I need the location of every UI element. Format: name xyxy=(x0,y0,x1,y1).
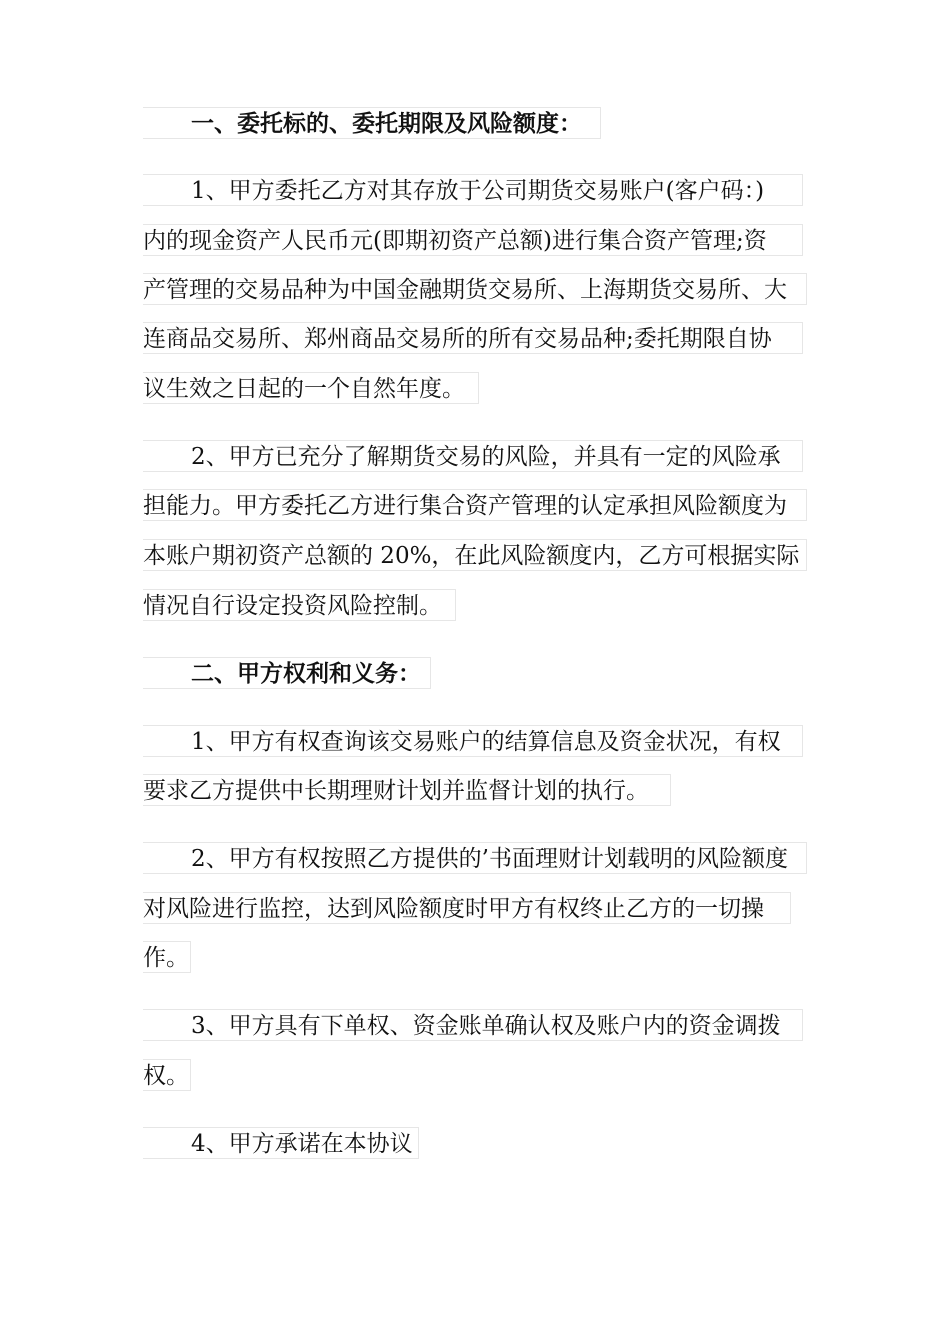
paragraph-1-line-1: 1、甲方委托乙方对其存放于公司期货交易账户(客户码：) xyxy=(143,174,803,206)
section-heading-1: 一、委托标的、委托期限及风险额度： xyxy=(143,107,601,139)
paragraph-1-line-4: 连商品交易所、郑州商品交易所的所有交易品种;委托期限自协 xyxy=(143,322,803,354)
paragraph-3-line-2: 要求乙方提供中长期理财计划并监督计划的执行。 xyxy=(143,774,671,806)
paragraph-4-line-1: 2、甲方有权按照乙方提供的’书面理财计划载明的风险额度 xyxy=(143,842,807,874)
paragraph-4-line-2: 对风险进行监控，达到风险额度时甲方有权终止乙方的一切操 xyxy=(143,892,791,924)
paragraph-1-line-3: 产管理的交易品种为中国金融期货交易所、上海期货交易所、大 xyxy=(143,273,807,305)
paragraph-1-line-5: 议生效之日起的一个自然年度。 xyxy=(143,372,479,404)
paragraph-5-line-1: 3、甲方具有下单权、资金账单确认权及账户内的资金调拨 xyxy=(143,1009,803,1041)
paragraph-2-line-1: 2、甲方已充分了解期货交易的风险，并具有一定的风险承 xyxy=(143,440,803,472)
paragraph-1-line-2: 内的现金资产人民币元(即期初资产总额)进行集合资产管理;资 xyxy=(143,224,803,256)
paragraph-2-line-2: 担能力。甲方委托乙方进行集合资产管理的认定承担风险额度为 xyxy=(143,489,807,521)
paragraph-3-line-1: 1、甲方有权查询该交易账户的结算信息及资金状况，有权 xyxy=(143,725,803,757)
paragraph-2-line-4: 情况自行设定投资风险控制。 xyxy=(143,589,456,621)
paragraph-2-line-3: 本账户期初资产总额的 20%，在此风险额度内，乙方可根据实际 xyxy=(143,539,807,571)
paragraph-6-line-1: 4、甲方承诺在本协议 xyxy=(143,1127,419,1159)
paragraph-5-line-2: 权。 xyxy=(143,1059,191,1091)
section-heading-2: 二、甲方权利和义务： xyxy=(143,657,431,689)
paragraph-4-line-3: 作。 xyxy=(143,941,191,973)
